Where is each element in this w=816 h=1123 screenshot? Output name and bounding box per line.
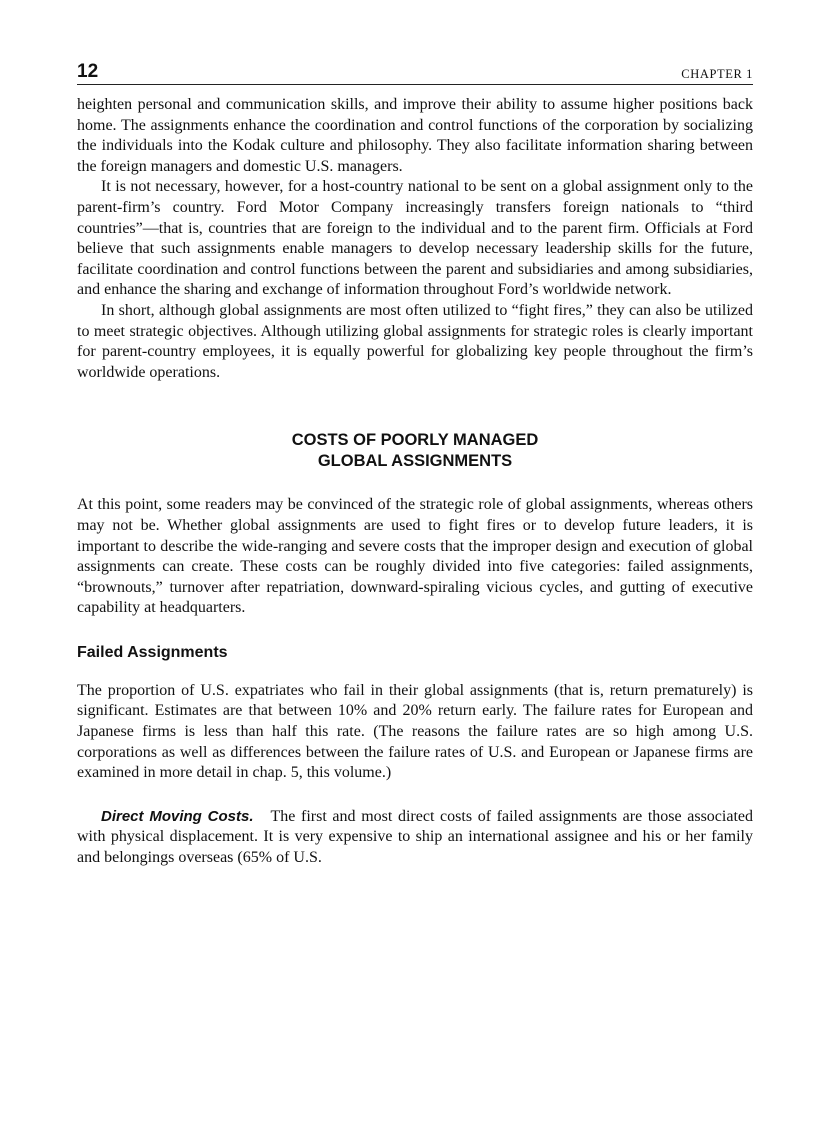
- section-heading-line2: GLOBAL ASSIGNMENTS: [317, 452, 513, 471]
- paragraph-kodak: heighten personal and communication skills, and improve their ability to assume higher positions back home. The assignments enhance the coordination and control functions of the corporation by socializing the individuals into the Kodak culture and philosophy. They also facilitate information sharing between the foreign managers and domestic U.S. managers.: [77, 96, 753, 175]
- run-in-heading: Direct Moving Costs.: [101, 807, 254, 825]
- section-heading-line1: COSTS OF POORLY MANAGED: [291, 431, 539, 450]
- paragraph-summary: In short, although global assignments are most often utilized to “fight fires,” they can also be utilized to meet strategic objectives. Although utilizing global assignments for strategic roles is clearly important for parent-country employees, it is equally powerful for globalizing key people throughout the firm’s worldwide operations.: [77, 301, 753, 381]
- direct-moving-costs-paragraph: [77, 807, 753, 869]
- section-body: [77, 495, 753, 619]
- paragraph-ford: It is not necessary, however, for a host-country national to be sent on a global assignment only to the parent-firm’s country. Ford Motor Company increasingly transfers foreign nationals to “third countries”—that is, countries that are foreign to the individual and to the parent firm. Officials at Ford believe that such assignments enable managers to develop necessary leadership skills for the future, facilitate coordination and control functions between the parent and subsidiaries and among subsidiaries, and enhance the sharing and exchange of information throughout Ford’s worldwide network.: [77, 178, 753, 299]
- direct-moving-costs-text: The first and most direct costs of failed assignments are those associated with physical displacement. It is very expensive to ship an international assignee and his or her family and belongings overseas (65% of U.S.: [77, 807, 753, 867]
- book-page: [77, 58, 753, 869]
- running-header: [77, 58, 753, 85]
- page-number: 12: [77, 61, 99, 82]
- subsection-heading: Failed Assignments: [77, 643, 228, 661]
- chapter-label: CHAPTER 1: [681, 66, 753, 81]
- body-text: [77, 95, 753, 383]
- section-intro-paragraph: At this point, some readers may be convinced of the strategic role of global assignments, whereas others may not be. Whether global assignments are used to fight fires or to develop future leaders, it is important to describe the wide-ranging and severe costs that the improper design and execution of global assignments can create. These costs can be roughly divided into five categories: failed assignments, “brownouts,” turnover after repatriation, downward-spiraling vicious cycles, and gutting of executive capability at headquarters.: [77, 496, 753, 617]
- subsection-body: [77, 681, 753, 869]
- section-heading: [77, 430, 753, 472]
- failed-assignments-paragraph: The proportion of U.S. expatriates who fail in their global assignments (that is, return prematurely) is significant. Estimates are that between 10% and 20% return early. The failure rates for European and Japanese firms is less than half this rate. (The reasons the failure rates are so high among U.S. corporations as well as differences between the failure rates of U.S. and European or Japanese firms are examined in more detail in chap. 5, this volume.): [77, 681, 753, 782]
